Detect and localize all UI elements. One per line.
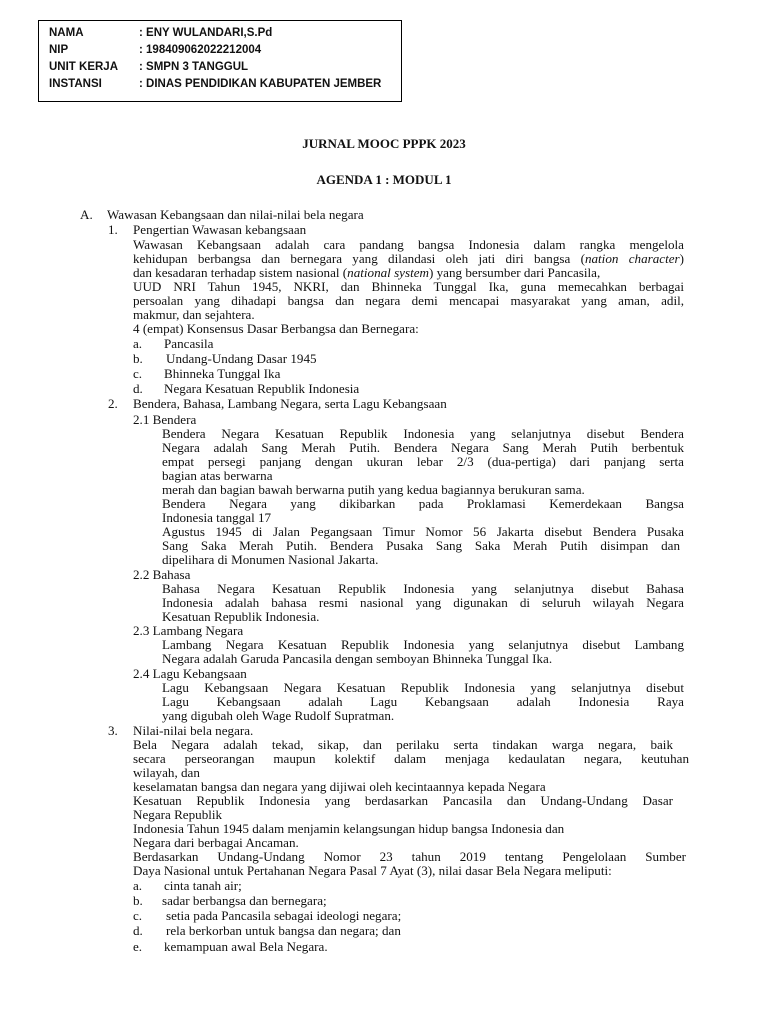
paragraph-line: Agustus 1945 di Jalan Pegangsaan Timur Nomor 56 Jakarta disebut Bendera Pusaka [162, 524, 684, 539]
item-heading: Pengertian Wawasan kebangsaan [133, 222, 307, 237]
list-marker: b. [133, 893, 143, 908]
agenda-title: AGENDA 1 : MODUL 1 [316, 172, 452, 187]
item-marker: 3. [108, 723, 118, 738]
paragraph-line: makmur, dan sejahtera. [133, 307, 255, 322]
paragraph-line: Bela Negara adalah tekad, sikap, dan perilaku serta tindakan warga negara, baik [133, 737, 673, 752]
paragraph-line: dipelihara di Monumen Nasional Jakarta. [162, 552, 379, 567]
paragraph-line: 4 (empat) Konsensus Dasar Berbangsa dan Bernegara: [133, 321, 419, 336]
paragraph-line: empat persegi panjang dengan ukuran lebar 2/3 (dua-pertiga) dari panjang serta [162, 454, 684, 469]
list-marker: b. [133, 351, 143, 366]
identity-row-name [49, 25, 272, 41]
paragraph-line: secara perseorangan maupun kolektif dalam menjaga kedaulatan negara, keutuhan [133, 751, 689, 766]
identity-label: NIP [49, 44, 69, 56]
identity-label: NAMA [49, 27, 84, 39]
paragraph-line: Lagu Kebangsaan adalah Lagu Kebangsaan adalah Indonesia Raya [162, 694, 684, 709]
item-heading: Bendera, Bahasa, Lambang Negara, serta Lagu Kebangsaan [133, 396, 447, 411]
list-marker: d. [133, 923, 143, 938]
paragraph-line: Lagu Kebangsaan Negara Kesatuan Republik Indonesia yang selanjutnya disebut [162, 680, 684, 695]
paragraph-line: Bendera Negara Kesatuan Republik Indonesia yang selanjutnya disebut Bendera [162, 426, 684, 441]
journal-title: JURNAL MOOC PPPK 2023 [302, 136, 466, 151]
list-item: Pancasila [164, 336, 214, 351]
list-marker: a. [133, 878, 143, 893]
subsection-heading: 2.4 Lagu Kebangsaan [133, 666, 247, 681]
paragraph-line: bagian atas berwarna [162, 468, 273, 483]
identity-value: : ENY WULANDARI,S.Pd [139, 27, 273, 39]
list-item: rela berkorban untuk bangsa dan negara; dan [166, 923, 401, 938]
identity-row-unit [49, 59, 248, 75]
item-marker: 1. [108, 222, 118, 237]
list-marker: d. [133, 381, 143, 396]
paragraph-line: wilayah, dan [133, 765, 200, 780]
item-heading: Nilai-nilai bela negara. [133, 723, 254, 738]
paragraph-line: merah dan bagian bawah berwarna putih yang kedua bagiannya berukuran sama. [162, 482, 585, 497]
item-marker: 2. [108, 396, 118, 411]
paragraph-line: Bendera Negara yang dikibarkan pada Proklamasi Kemerdekaan Bangsa [162, 496, 684, 511]
paragraph-line: Berdasarkan Undang-Undang Nomor 23 tahun 2019 tentang Pengelolaan Sumber [133, 849, 686, 864]
subsection-heading: 2.2 Bahasa [133, 567, 191, 582]
list-marker: a. [133, 336, 143, 351]
paragraph-line: kehidupan berbangsa dan bernegara yang dilandasi oleh jati diri bangsa (nation character) [133, 251, 684, 266]
list-item: Negara Kesatuan Republik Indonesia [164, 381, 360, 396]
list-item: Undang-Undang Dasar 1945 [166, 351, 317, 366]
subsection-heading: 2.1 Bendera [133, 412, 197, 427]
paragraph-line: dan kesadaran terhadap sistem nasional (national system) yang bersumber dari Pancasila, [133, 265, 601, 280]
list-item: sadar berbangsa dan bernegara; [162, 893, 327, 908]
paragraph-line: Indonesia adalah bahasa resmi nasional yang digunakan di seluruh wilayah Negara [162, 595, 684, 610]
paragraph-line: Lambang Negara Kesatuan Republik Indonesia yang selanjutnya disebut Lambang [162, 637, 684, 652]
paragraph-line: Kesatuan Republik Indonesia. [162, 609, 320, 624]
paragraph-line: Negara Republik [133, 807, 223, 822]
paragraph-line: Daya Nasional untuk Pertahanan Negara Pasal 7 Ayat (3), nilai dasar Bela Negara meliputi: [133, 863, 612, 878]
identity-row-nip [49, 42, 261, 58]
identity-box [38, 20, 402, 102]
list-item: setia pada Pancasila sebagai ideologi negara; [166, 908, 402, 923]
list-marker: e. [133, 939, 143, 954]
paragraph-line: yang digubah oleh Wage Rudolf Supratman. [162, 708, 395, 723]
identity-value: : 198409062022212004 [139, 44, 262, 56]
list-marker: c. [133, 908, 143, 923]
list-marker: c. [133, 366, 143, 381]
paragraph-line: Wawasan Kebangsaan adalah cara pandang bangsa Indonesia dalam rangka mengelola [133, 237, 684, 252]
identity-value: : DINAS PENDIDIKAN KABUPATEN JEMBER [139, 78, 382, 90]
paragraph-line: persoalan yang dihadapi bangsa dan negara demi mencapai masyarakat yang aman, adil, [133, 293, 684, 308]
paragraph-line: Indonesia tanggal 17 [162, 510, 272, 525]
section-marker: A. [80, 207, 93, 222]
identity-label: INSTANSI [49, 78, 102, 90]
identity-value: : SMPN 3 TANGGUL [139, 61, 249, 73]
paragraph-line: Sang Saka Merah Putih. Bendera Pusaka Sang Saka Merah Putih disimpan dan [162, 538, 680, 553]
paragraph-line: Bahasa Negara Kesatuan Republik Indonesia yang selanjutnya disebut Bahasa [162, 581, 684, 596]
paragraph-line: Kesatuan Republik Indonesia yang berdasarkan Pancasila dan Undang-Undang Dasar [133, 793, 673, 808]
section-heading: Wawasan Kebangsaan dan nilai-nilai bela negara [107, 207, 364, 222]
list-item: Bhinneka Tunggal Ika [164, 366, 281, 381]
paragraph-line: Negara dari berbagai Ancaman. [133, 835, 299, 850]
identity-label: UNIT KERJA [49, 61, 119, 73]
paragraph-line: keselamatan bangsa dan negara yang dijiwai oleh kecintaannya kepada Negara [133, 779, 546, 794]
identity-row-instansi [49, 76, 381, 92]
paragraph-line: Negara adalah Garuda Pancasila dengan semboyan Bhinneka Tunggal Ika. [162, 651, 553, 666]
list-item: cinta tanah air; [164, 878, 242, 893]
list-item: kemampuan awal Bela Negara. [164, 939, 328, 954]
paragraph-line: UUD NRI Tahun 1945, NKRI, dan Bhinneka Tunggal Ika, guna memecahkan berbagai [133, 279, 684, 294]
subsection-heading: 2.3 Lambang Negara [133, 623, 244, 638]
paragraph-line: Negara adalah Sang Merah Putih. Bendera Negara Sang Merah Putih berbentuk [162, 440, 684, 455]
paragraph-line: Indonesia Tahun 1945 dalam menjamin kelangsungan hidup bangsa Indonesia dan [133, 821, 565, 836]
